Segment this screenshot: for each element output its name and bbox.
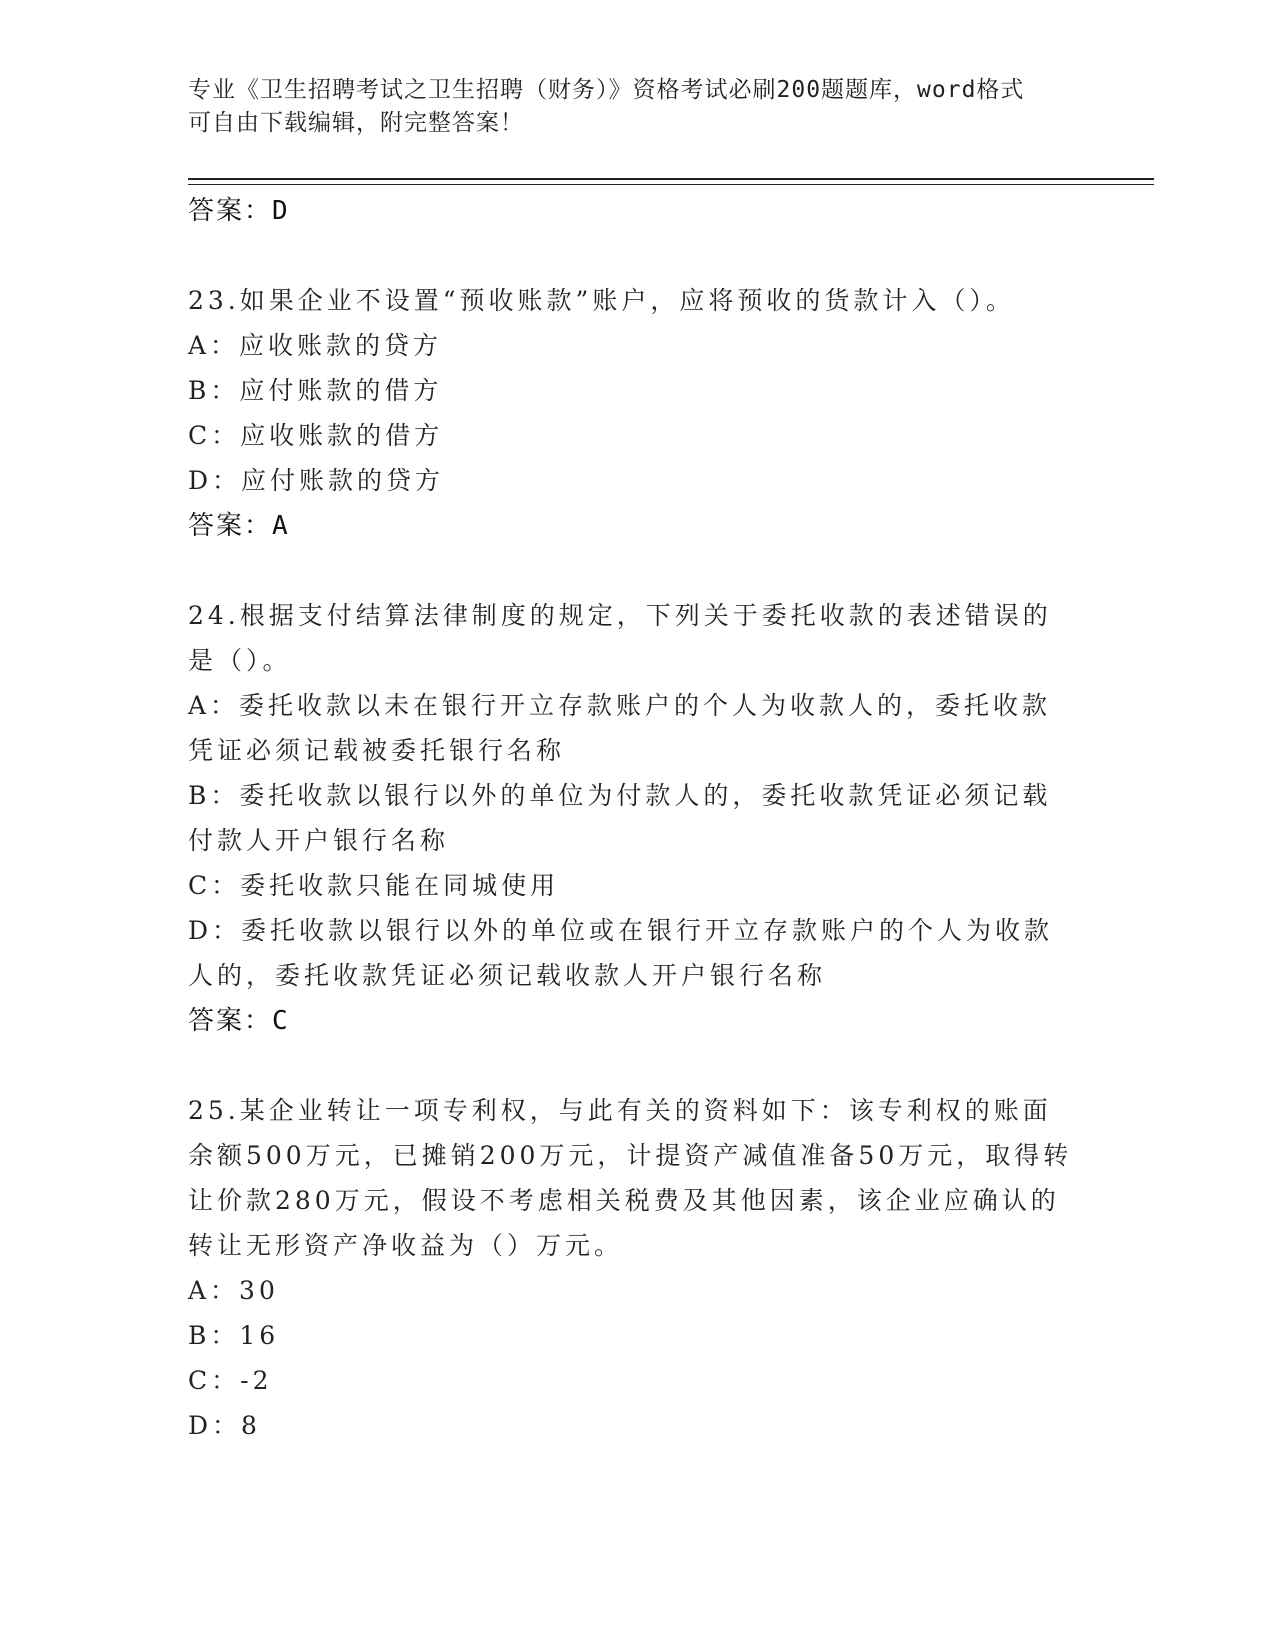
question-text: 24.根据支付结算法律制度的规定，下列关于委托收款的表述错误的是（）。 — [188, 601, 1052, 675]
question-text: 25.某企业转让一项专利权，与此有关的资料如下：该专利权的账面余额500万元，已摊销200万元，计提资产减值准备50万元，取得转让价款280万元，假设不考虑相关税费及其他因素，该企业应确认的转让无形资产净收益为（）万元。 — [188, 1096, 1073, 1260]
page-header — [188, 74, 1068, 140]
option-d: D：应付账款的贷方 — [188, 466, 445, 495]
question-list — [188, 188, 1078, 1448]
option-a: A：应收账款的贷方 — [188, 331, 443, 360]
option-b: B：应付账款的借方 — [188, 376, 443, 405]
header-line-2: 可自由下载编辑，附完整答案！ — [188, 110, 524, 136]
question-24 — [188, 593, 1078, 1044]
option-a: A：委托收款以未在银行开立存款账户的个人为收款人的，委托收款凭证必须记载被委托银行名称 — [188, 691, 1052, 765]
question-25 — [188, 1088, 1078, 1448]
header-line-1: 专业《卫生招聘考试之卫生招聘（财务）》资格考试必刷200题题库，word格式 — [188, 77, 1025, 103]
answer-prev: 答案：D — [188, 196, 290, 226]
spacer — [188, 234, 1078, 278]
option-d: D：8 — [188, 1411, 261, 1440]
header-rule-thick — [188, 178, 1154, 180]
option-c: C：应收账款的借方 — [188, 421, 444, 450]
question-23 — [188, 278, 1078, 549]
header-rule-thin — [188, 184, 1154, 185]
option-d: D：委托收款以银行以外的单位或在银行开立存款账户的个人为收款人的，委托收款凭证必须记载收款人开户银行名称 — [188, 916, 1054, 990]
answer: 答案：A — [188, 511, 290, 541]
spacer — [188, 1044, 1078, 1088]
answer: 答案：C — [188, 1006, 290, 1036]
option-b: B：委托收款以银行以外的单位为付款人的，委托收款凭证必须记载付款人开户银行名称 — [188, 781, 1052, 855]
option-a: A：30 — [188, 1276, 279, 1305]
question-text: 23.如果企业不设置“预收账款”账户，应将预收的货款计入（）。 — [188, 286, 1015, 315]
option-c: C：-2 — [188, 1366, 273, 1395]
option-b: B：16 — [188, 1321, 280, 1350]
spacer — [188, 549, 1078, 593]
option-c: C：委托收款只能在同城使用 — [188, 871, 560, 900]
